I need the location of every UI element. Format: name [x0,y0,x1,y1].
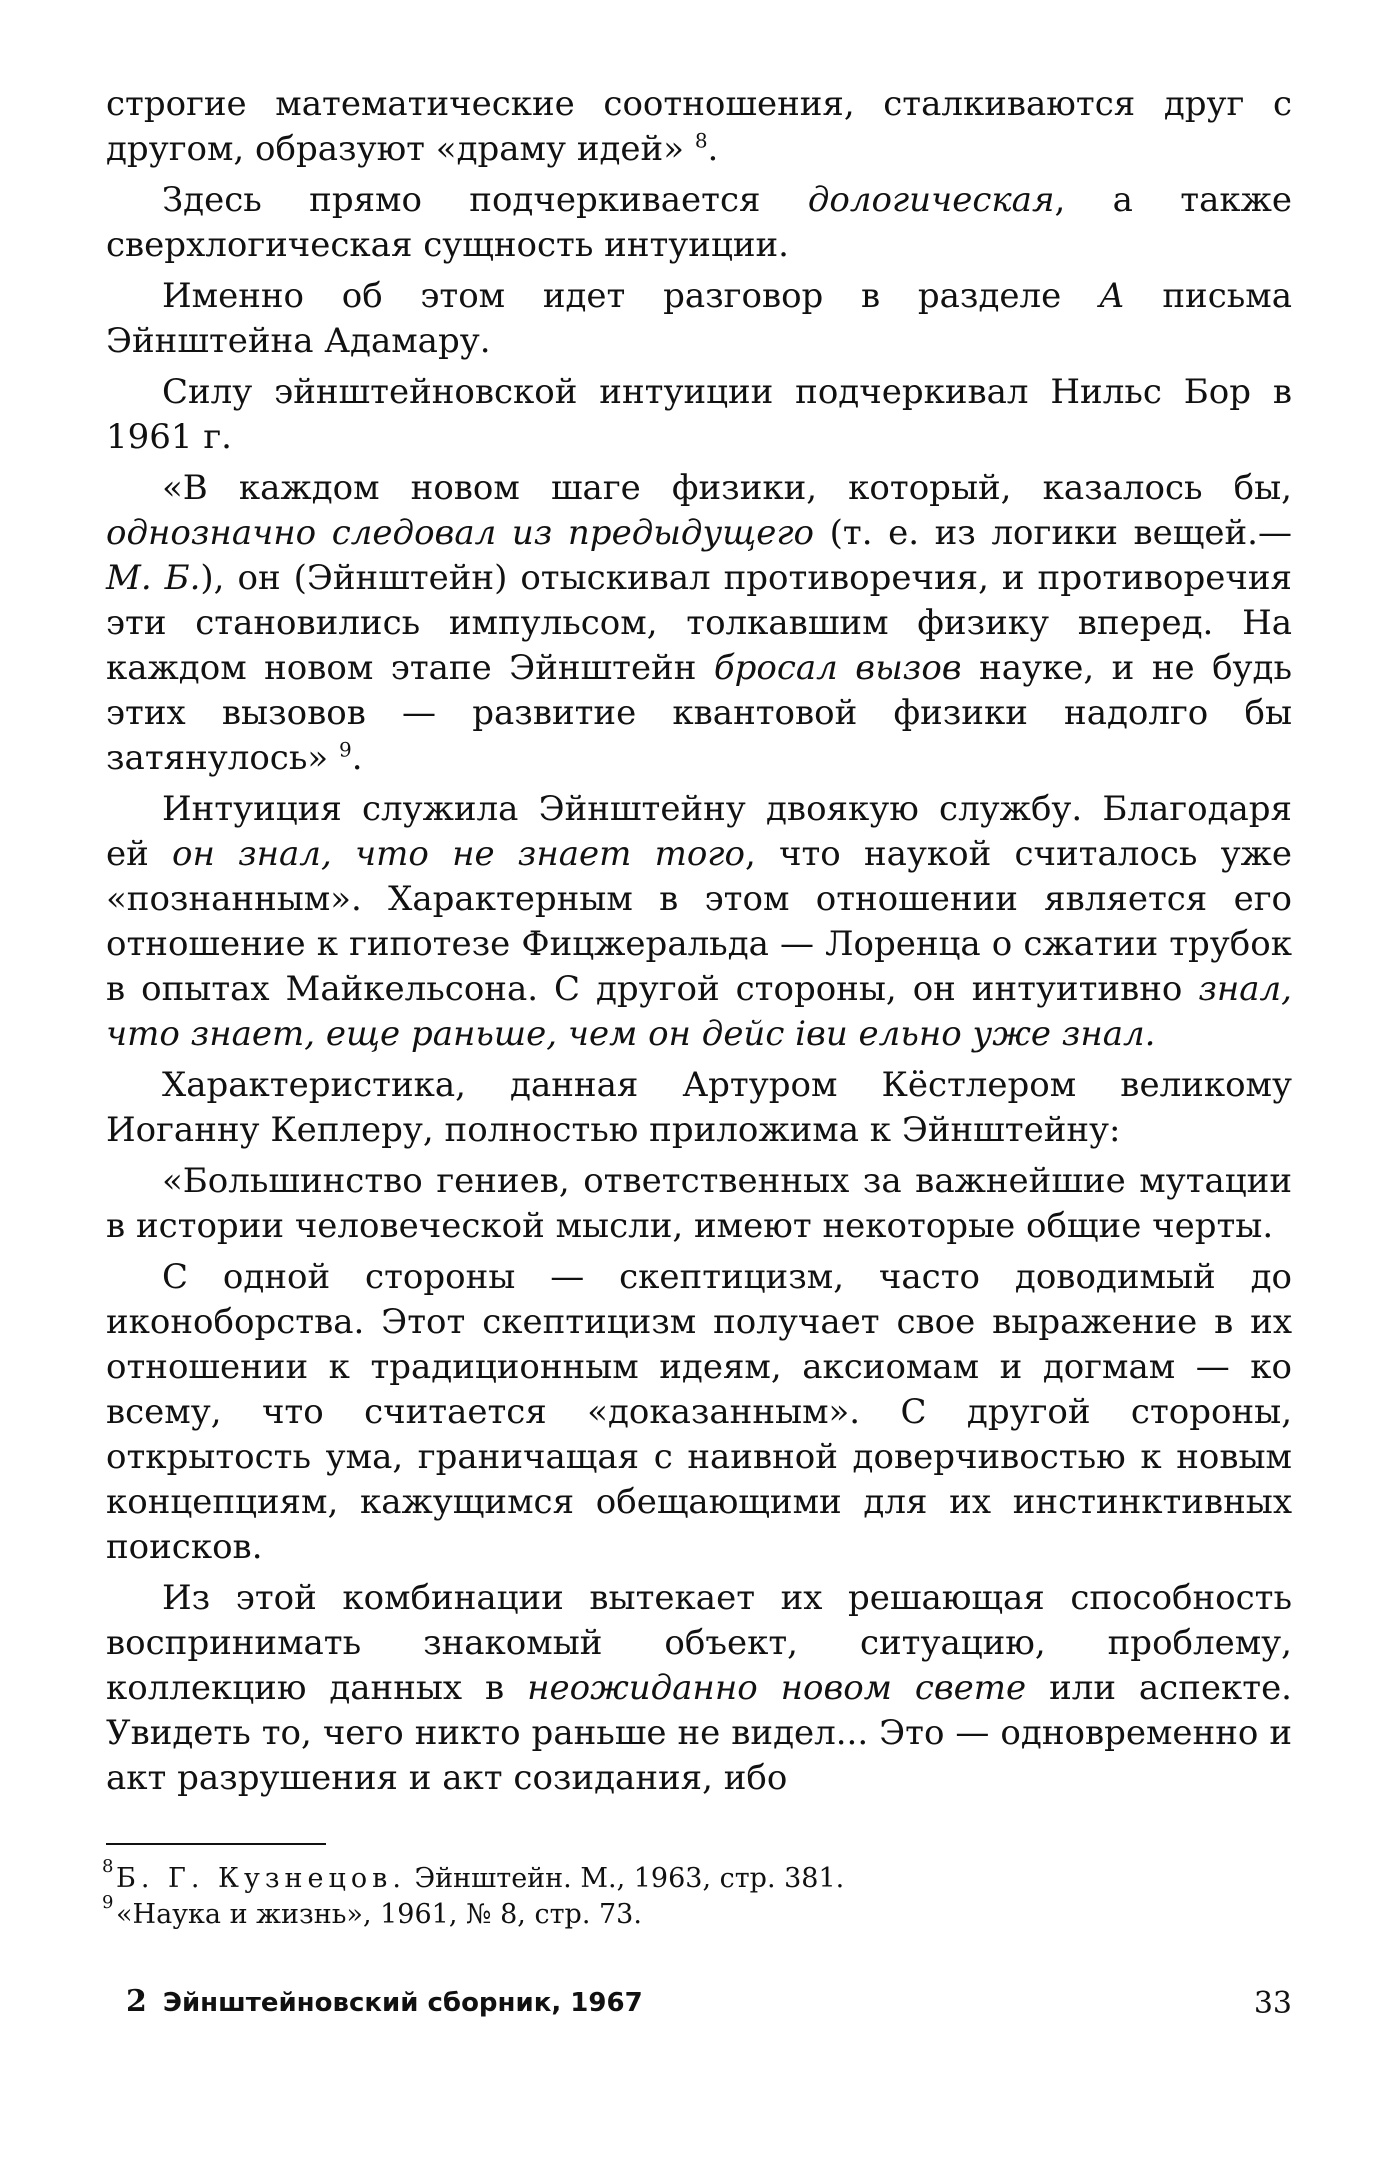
footnote-8-author: Б. Г. Кузнецов. [116,1863,406,1894]
italic-text: он знал, что не знает того [172,834,745,874]
text-run: (т. е. из логики вещей.— [814,513,1292,553]
text-run: . [707,129,719,169]
paragraph [106,178,1292,268]
text-run: Интуиция служила Эйнштейну двоякую службу. Благодаря ей [106,789,1292,874]
main-text [106,82,1292,1801]
italic-text: дологическая [807,180,1055,220]
italic-text: А [1098,276,1125,316]
footnotes [102,1856,1292,1933]
page-footer [106,1984,1292,2024]
paragraph [106,274,1292,364]
footnote-divider [106,1843,326,1845]
footnote-9-text: «Наука и жизнь», 1961, № 8, стр. 73. [116,1899,642,1930]
italic-text: неожиданно новом свете [527,1668,1027,1708]
footnote-ref: 9 [338,737,352,762]
paragraph [106,1063,1292,1153]
page-body [102,82,1292,1933]
italic-text: М. Б. [106,558,201,598]
text-run: науке, и не будь этих вызовов — развитие квантовой физики надолго бы затянулось» [106,648,1292,778]
text-run: , что наукой считалось уже «познанным». Характерным в этом отношении является его отношение к гипотезе Фицжеральда — Лоренца о сжатии трубок в опытах Майкельсона. С другой стороны, он интуитивно [106,834,1292,1009]
text-run: Силу эйнштейновской интуиции подчеркивал Нильс Бор в 1961 г. [106,372,1292,457]
signature-text: Эйнштейновский сборник, 1967 [162,1988,643,2018]
text-run: строгие математические соотношения, сталкиваются друг с другом, образуют «драму идей» [106,84,1292,169]
footnote-8: 8 Б. Г. Кузнецов. Эйнштейн. М., 1963, стр. 381. [102,1856,845,1894]
text-run: Из этой комбинации вытекает их решающая способность воспринимать знакомый объект, ситуацию, проблему, коллекцию данных в [106,1578,1292,1708]
printer-signature [126,1984,643,2019]
text-run: или аспекте. Увидеть то, чего никто раньше не видел... Это — одновременно и акт разрушения и акт созидания, ибо [106,1668,1292,1798]
paragraph [106,787,1292,1057]
italic-text: знал, что знает, еще раньше, чем он дейс іви ельно уже знал. [106,969,1292,1054]
text-run: «В каждом новом шаге физики, который, казалось бы, [162,468,1292,508]
text-run: письма Эйнштейна Адамару. [106,276,1292,361]
footnote-8-text: Эйнштейн. М., 1963, стр. 381. [405,1863,845,1894]
page-number: 33 [1253,1986,1292,2021]
text-run: Характеристика, данная Артуром Кёстлером великому Иоганну Кеплеру, полностью приложима к Эйнштейну: [106,1065,1292,1150]
footnote-9: 9 «Наука и жизнь», 1961, № 8, стр. 73. [102,1892,642,1930]
text-run: Именно об этом идет разговор в разделе [162,276,1099,316]
text-run: ), он (Эйнштейн) отыскивал противоречия, и противоречия эти становились импульсом, толкавшим физику вперед. На каждом новом этапе Эйнштейн [106,558,1292,688]
text-run: Здесь прямо подчеркивается [162,180,808,220]
paragraph [106,370,1292,460]
text-run: , а также сверхлогическая сущность интуиции. [106,180,1292,265]
italic-text: однозначно следовал из предыдущего [106,513,815,553]
text-run: «Большинство гениев, ответственных за важнейшие мутации в истории человеческой мысли, имеют некоторые общие черты. [106,1161,1292,1246]
paragraph [106,82,1292,172]
signature-number: 2 [126,1984,147,2019]
footnote-ref: 8 [694,128,708,153]
paragraph [106,1159,1292,1249]
text-run: С одной стороны — скептицизм, часто доводимый до иконоборства. Этот скептицизм получает свое выражение в их отношении к традиционным идеям, аксиомам и догмам — ко всему, что считается «доказанным». С другой стороны, открытость ума, граничащая с наивной доверчивостью к новым концепциям, кажущимся обещающими для их инстинктивных поисков. [106,1257,1292,1567]
text-run: . [351,738,363,778]
paragraph [106,1255,1292,1570]
paragraph [106,1576,1292,1801]
italic-text: бросал вызов [713,648,962,688]
paragraph [106,466,1292,781]
